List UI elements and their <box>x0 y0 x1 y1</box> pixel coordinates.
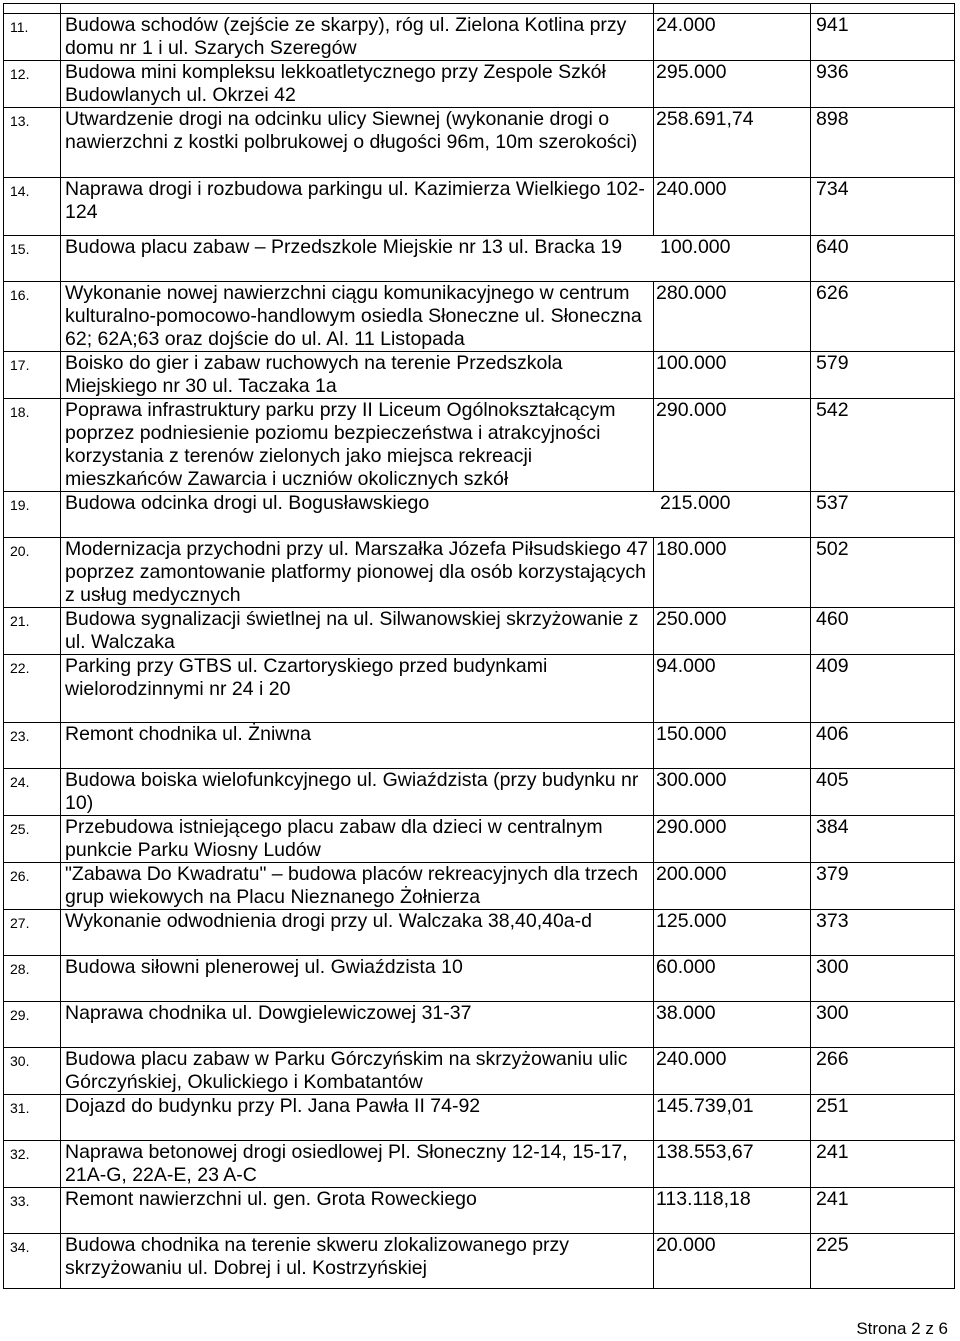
row-description: Budowa placu zabaw – Przedszkole Miejskie nr 13 ul. Bracka 19 <box>65 236 623 258</box>
row-amount: 150.000 <box>654 723 811 769</box>
row-number: 16. <box>4 282 61 352</box>
row-amount: 280.000 <box>654 282 811 352</box>
table-row <box>4 538 955 608</box>
table-row <box>4 608 955 655</box>
row-points: 542 <box>811 399 955 492</box>
row-description: Remont chodnika ul. Żniwna <box>61 723 654 769</box>
row-number: 34. <box>4 1234 61 1289</box>
table-row <box>4 1002 955 1048</box>
row-description: Remont nawierzchni ul. gen. Grota Roweckiego <box>61 1188 654 1234</box>
row-description-amount-cell <box>61 492 811 538</box>
row-number: 22. <box>4 655 61 723</box>
row-points: 579 <box>811 352 955 399</box>
row-amount: 290.000 <box>654 816 811 863</box>
row-number: 30. <box>4 1048 61 1095</box>
row-description: Naprawa chodnika ul. Dowgielewiczowej 31-37 <box>61 1002 654 1048</box>
table-row <box>4 14 955 61</box>
page-footer: Strona 2 z 6 <box>856 1319 948 1338</box>
merged-cell-content <box>65 492 810 515</box>
row-description: Wykonanie odwodnienia drogi przy ul. Walczaka 38,40,40a-d <box>61 910 654 956</box>
row-number: 17. <box>4 352 61 399</box>
row-points: 941 <box>811 14 955 61</box>
table-row <box>4 1234 955 1289</box>
top-cell-points <box>811 4 955 14</box>
table-row <box>4 1141 955 1188</box>
row-points: 225 <box>811 1234 955 1289</box>
row-points: 241 <box>811 1188 955 1234</box>
table-row <box>4 61 955 108</box>
row-points: 460 <box>811 608 955 655</box>
row-number: 32. <box>4 1141 61 1188</box>
row-points: 734 <box>811 178 955 236</box>
row-number: 25. <box>4 816 61 863</box>
table-row <box>4 723 955 769</box>
row-description: Budowa mini kompleksu lekkoatletycznego przy Zespole Szkół Budowlanych ul. Okrzei 42 <box>61 61 654 108</box>
row-number: 18. <box>4 399 61 492</box>
row-amount: 20.000 <box>654 1234 811 1289</box>
row-number: 14. <box>4 178 61 236</box>
row-points: 409 <box>811 655 955 723</box>
row-number: 13. <box>4 108 61 178</box>
row-description: Budowa chodnika na terenie skweru zlokalizowanego przy skrzyżowaniu ul. Dobrej i ul. Kostrzyńskiej <box>61 1234 654 1289</box>
table-top-row <box>4 4 955 14</box>
table-row <box>4 863 955 910</box>
row-points: 537 <box>811 492 955 538</box>
row-amount: 295.000 <box>654 61 811 108</box>
table-row <box>4 910 955 956</box>
top-cell-amount <box>654 4 811 14</box>
row-number: 21. <box>4 608 61 655</box>
row-points: 936 <box>811 61 955 108</box>
table-row <box>4 282 955 352</box>
table-row <box>4 236 955 282</box>
table-row <box>4 1048 955 1095</box>
row-number: 26. <box>4 863 61 910</box>
row-amount: 100.000 <box>654 352 811 399</box>
projects-table <box>3 3 955 1289</box>
row-description: Budowa placu zabaw w Parku Górczyńskim na skrzyżowaniu ulic Górczyńskiej, Okulickiego i Kombatantów <box>61 1048 654 1095</box>
row-amount: 215.000 <box>660 492 731 514</box>
row-number: 15. <box>4 236 61 282</box>
row-points: 406 <box>811 723 955 769</box>
row-number: 31. <box>4 1095 61 1141</box>
row-amount: 125.000 <box>654 910 811 956</box>
row-amount: 240.000 <box>654 178 811 236</box>
row-amount: 180.000 <box>654 538 811 608</box>
table-row <box>4 655 955 723</box>
row-amount: 94.000 <box>654 655 811 723</box>
row-description: Przebudowa istniejącego placu zabaw dla dzieci w centralnym punkcie Parku Wiosny Ludów <box>61 816 654 863</box>
row-description: Modernizacja przychodni przy ul. Marszałka Józefa Piłsudskiego 47 poprzez zamontowanie platformy pionowej dla osób korzystających z usług medycznych <box>61 538 654 608</box>
row-points: 266 <box>811 1048 955 1095</box>
row-number: 20. <box>4 538 61 608</box>
row-amount: 258.691,74 <box>654 108 811 178</box>
table-row <box>4 492 955 538</box>
row-amount: 145.739,01 <box>654 1095 811 1141</box>
row-number: 19. <box>4 492 61 538</box>
row-amount: 250.000 <box>654 608 811 655</box>
row-number: 11. <box>4 14 61 61</box>
table-row <box>4 956 955 1002</box>
row-description: Boisko do gier i zabaw ruchowych na terenie Przedszkola Miejskiego nr 30 ul. Taczaka 1a <box>61 352 654 399</box>
row-number: 24. <box>4 769 61 816</box>
table-row <box>4 1095 955 1141</box>
row-description: Utwardzenie drogi na odcinku ulicy Siewnej (wykonanie drogi o nawierzchni z kostki polbrukowej o długości 96m, 10m szerokości) <box>61 108 654 178</box>
row-points: 384 <box>811 816 955 863</box>
row-amount: 138.553,67 <box>654 1141 811 1188</box>
row-points: 626 <box>811 282 955 352</box>
row-points: 898 <box>811 108 955 178</box>
row-points: 379 <box>811 863 955 910</box>
top-cell-num <box>4 4 61 14</box>
row-amount: 100.000 <box>660 236 731 258</box>
row-points: 405 <box>811 769 955 816</box>
row-number: 29. <box>4 1002 61 1048</box>
row-description: "Zabawa Do Kwadratu" – budowa placów rekreacyjnych dla trzech grup wiekowych na Placu Nieznanego Żołnierza <box>61 863 654 910</box>
row-points: 373 <box>811 910 955 956</box>
row-amount: 38.000 <box>654 1002 811 1048</box>
merged-cell-content <box>65 236 810 259</box>
table-row <box>4 108 955 178</box>
row-number: 12. <box>4 61 61 108</box>
row-points: 502 <box>811 538 955 608</box>
row-amount: 24.000 <box>654 14 811 61</box>
row-description: Budowa schodów (zejście ze skarpy), róg ul. Zielona Kotlina przy domu nr 1 i ul. Szarych Szeregów <box>61 14 654 61</box>
row-description: Naprawa drogi i rozbudowa parkingu ul. Kazimierza Wielkiego 102-124 <box>61 178 654 236</box>
row-description: Poprawa infrastruktury parku przy II Liceum Ogólnokształcącym poprzez podniesienie poziomu bezpieczeństwa i atrakcyjności korzystania z terenów zielonych jako miejsca rekreacji mieszkańców Zawarcia i uczniów okolicznych szkół <box>61 399 654 492</box>
row-points: 241 <box>811 1141 955 1188</box>
row-description: Budowa sygnalizacji świetlnej na ul. Silwanowskiej skrzyżowanie z ul. Walczaka <box>61 608 654 655</box>
row-points: 640 <box>811 236 955 282</box>
row-description: Budowa boiska wielofunkcyjnego ul. Gwiaździsta (przy budynku nr 10) <box>61 769 654 816</box>
row-description: Wykonanie nowej nawierzchni ciągu komunikacyjnego w centrum kulturalno-pomocowo-handlowym osiedla Słoneczne ul. Słoneczna 62; 62A;63 oraz dojście do ul. Al. 11 Listopada <box>61 282 654 352</box>
row-number: 27. <box>4 910 61 956</box>
projects-table-body <box>4 4 955 1289</box>
row-points: 300 <box>811 1002 955 1048</box>
row-points: 300 <box>811 956 955 1002</box>
row-description: Dojazd do budynku przy Pl. Jana Pawła II 74-92 <box>61 1095 654 1141</box>
row-number: 23. <box>4 723 61 769</box>
row-number: 33. <box>4 1188 61 1234</box>
row-amount: 290.000 <box>654 399 811 492</box>
row-amount: 113.118,18 <box>654 1188 811 1234</box>
row-amount: 240.000 <box>654 1048 811 1095</box>
row-description: Budowa odcinka drogi ul. Bogusławskiego <box>65 492 430 514</box>
row-points: 251 <box>811 1095 955 1141</box>
table-row <box>4 816 955 863</box>
table-row <box>4 352 955 399</box>
table-row <box>4 399 955 492</box>
table-row <box>4 178 955 236</box>
row-description: Parking przy GTBS ul. Czartoryskiego przed budynkami wielorodzinnymi nr 24 i 20 <box>61 655 654 723</box>
row-amount: 60.000 <box>654 956 811 1002</box>
table-row <box>4 1188 955 1234</box>
row-description: Naprawa betonowej drogi osiedlowej Pl. Słoneczny 12-14, 15-17, 21A-G, 22A-E, 23 A-C <box>61 1141 654 1188</box>
row-number: 28. <box>4 956 61 1002</box>
row-amount: 300.000 <box>654 769 811 816</box>
row-description-amount-cell <box>61 236 811 282</box>
row-amount: 200.000 <box>654 863 811 910</box>
top-cell-desc <box>61 4 654 14</box>
table-row <box>4 769 955 816</box>
row-description: Budowa siłowni plenerowej ul. Gwiaździsta 10 <box>61 956 654 1002</box>
